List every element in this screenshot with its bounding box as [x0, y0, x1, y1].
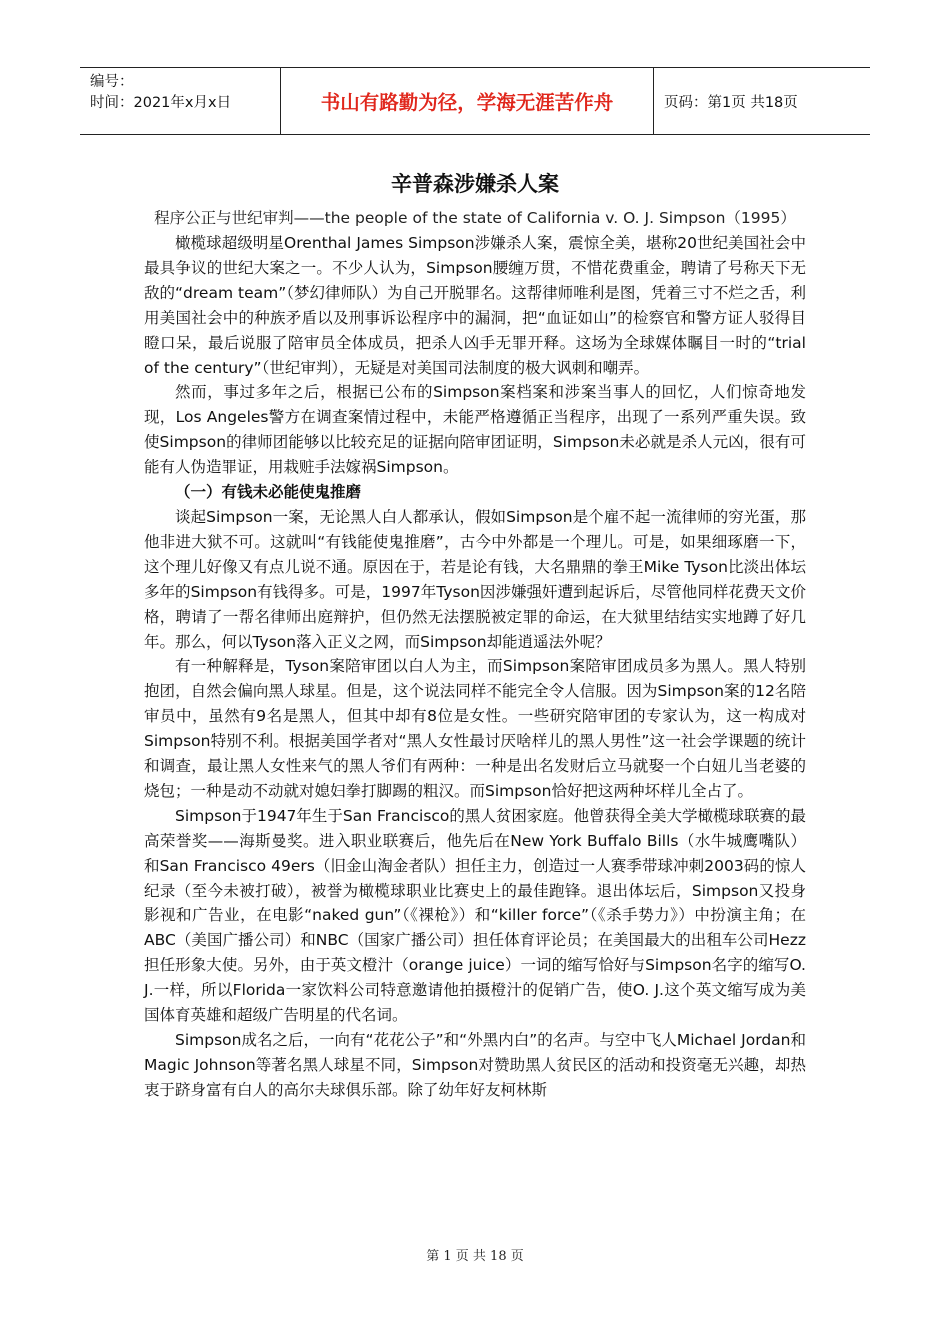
header-page-info: 页码：第1页 共18页 — [664, 94, 798, 111]
paragraph: 橄榄球超级明星Orenthal James Simpson涉嫌杀人案，震惊全美，堪称20世纪美国社会中最具争议的世纪大案之一。不少人认为，Simpson腰缠万贯，不惜花费重金，聘请了号称天下无敌的“dream team”（梦幻律师队）为自己开脱罪名。这帮律师唯利是图，凭着三寸不烂之舌，利用美国社会中的种族矛盾以及刑事诉讼程序中的漏洞，把“血证如山”的检察官和警方证人驳得目瞪口呆，最后说服了陪审员全体成员，把杀人凶手无罪开释。这场为全球媒体瞩目一时的“trial of the century”（世纪审判），无疑是对美国司法制度的极大讽刺和嘲弄。 — [144, 234, 806, 377]
header-table — [80, 67, 870, 135]
document-body — [144, 168, 806, 1103]
document-title: 辛普森涉嫌杀人案 — [391, 172, 559, 196]
paragraph: 然而，事过多年之后，根据已公布的Simpson案档案和涉案当事人的回忆，人们惊奇地发现，Los Angeles警方在调查案情过程中，未能严格遵循正当程序，出现了一系列严重失误。致使Simpson的律师团能够以比较充足的证据向陪审团证明，Simpson未必就是杀人元凶，很有可能有人伪造罪证，用栽赃手法嫁祸Simpson。 — [144, 383, 806, 477]
paragraph: 有一种解释是，Tyson案陪审团以白人为主，而Simpson案陪审团成员多为黑人。黑人特别抱团，自然会偏向黑人球星。但是，这个说法同样不能完全令人信服。因为Simpson案的12名陪审员中，虽然有9名是黑人，但其中却有8位是女性。一些研究陪审团的专家认为，这一构成对Simpson特别不利。根据美国学者对“黑人女性最讨厌啥样儿的黑人男性”这一社会学课题的统计和调查，最让黑人女性来气的黑人爷们有两种：一种是出名发财后立马就娶一个白妞儿当老婆的烧包；一种是动不动就对媳妇拳打脚踢的粗汉。而Simpson恰好把这两种坏样儿全占了。 — [144, 657, 806, 800]
page-footer: 第 1 页 共 18 页 — [426, 1249, 524, 1264]
paragraph: Simpson于1947年生于San Francisco的黑人贫困家庭。他曾获得全美大学橄榄球联赛的最高荣誉奖——海斯曼奖。进入职业联赛后，他先后在New York Buffalo Bills（水牛城鹰嘴队）和San Francisco 49ers（旧金山淘金者队）担任主力，创造过一人赛季带球冲刺2003码的惊人纪录（至今未被打破），被誉为橄榄球职业比赛史上的最佳跑锋。退出体坛后，Simpson又投身影视和广告业，在电影“naked gun”（《裸枪》）和“killer force”（《杀手势力》）中扮演主角；在ABC（美国广播公司）和NBC（国家广播公司）担任体育评论员；在美国最大的出租车公司Hezz担任形象大使。另外，由于英文橙汁（orange juice）一词的缩写恰好与Simpson名字的缩写O. J.一样，所以Florida一家饮料公司特意邀请他拍摄橙汁的促销广告，使O. J.这个英文缩写成为美国体育英雄和超级广告明星的代名词。 — [144, 806, 806, 1025]
document-subtitle: 程序公正与世纪审判——the people of the state of California v. O. J. Simpson（1995） — [154, 209, 796, 227]
paragraph: Simpson成名之后，一向有“花花公子”和“外黑内白”的名声。与空中飞人Michael Jordan和Magic Johnson等著名黑人球星不同，Simpson对赞助黑人贫民区的活动和投资毫无兴趣，却热衷于跻身富有白人的高尔夫球俱乐部。除了幼年好友柯林斯 — [144, 1031, 806, 1099]
paragraph: 谈起Simpson一案，无论黑人白人都承认，假如Simpson是个雇不起一流律师的穷光蛋，那他非进大狱不可。这就叫“有钱能使鬼推磨”，古今中外都是一个理儿。可是，如果细琢磨一下，这个理儿好像又有点儿说不通。原因在于，若是论有钱，大名鼎鼎的拳王Mike Tyson比淡出体坛多年的Simpson有钱得多。可是，1997年Tyson因涉嫌强奸遭到起诉后，尽管他同样花费天文价格，聘请了一帮名律师出庭辩护，但仍然无法摆脱被定罪的命运，在大狱里结结实实地蹲了好几年。那么，何以Tyson落入正义之网，而Simpson却能逍遥法外呢？ — [144, 507, 806, 651]
document-date: 时间：2021年x月x日 — [90, 95, 232, 111]
header-motto: 书山有路勤为径，学海无涯苦作舟 — [280, 68, 654, 134]
document-number-label: 编号： — [90, 74, 134, 90]
header-meta — [80, 68, 280, 134]
section-heading: （一）有钱未必能使鬼推磨 — [175, 483, 362, 502]
